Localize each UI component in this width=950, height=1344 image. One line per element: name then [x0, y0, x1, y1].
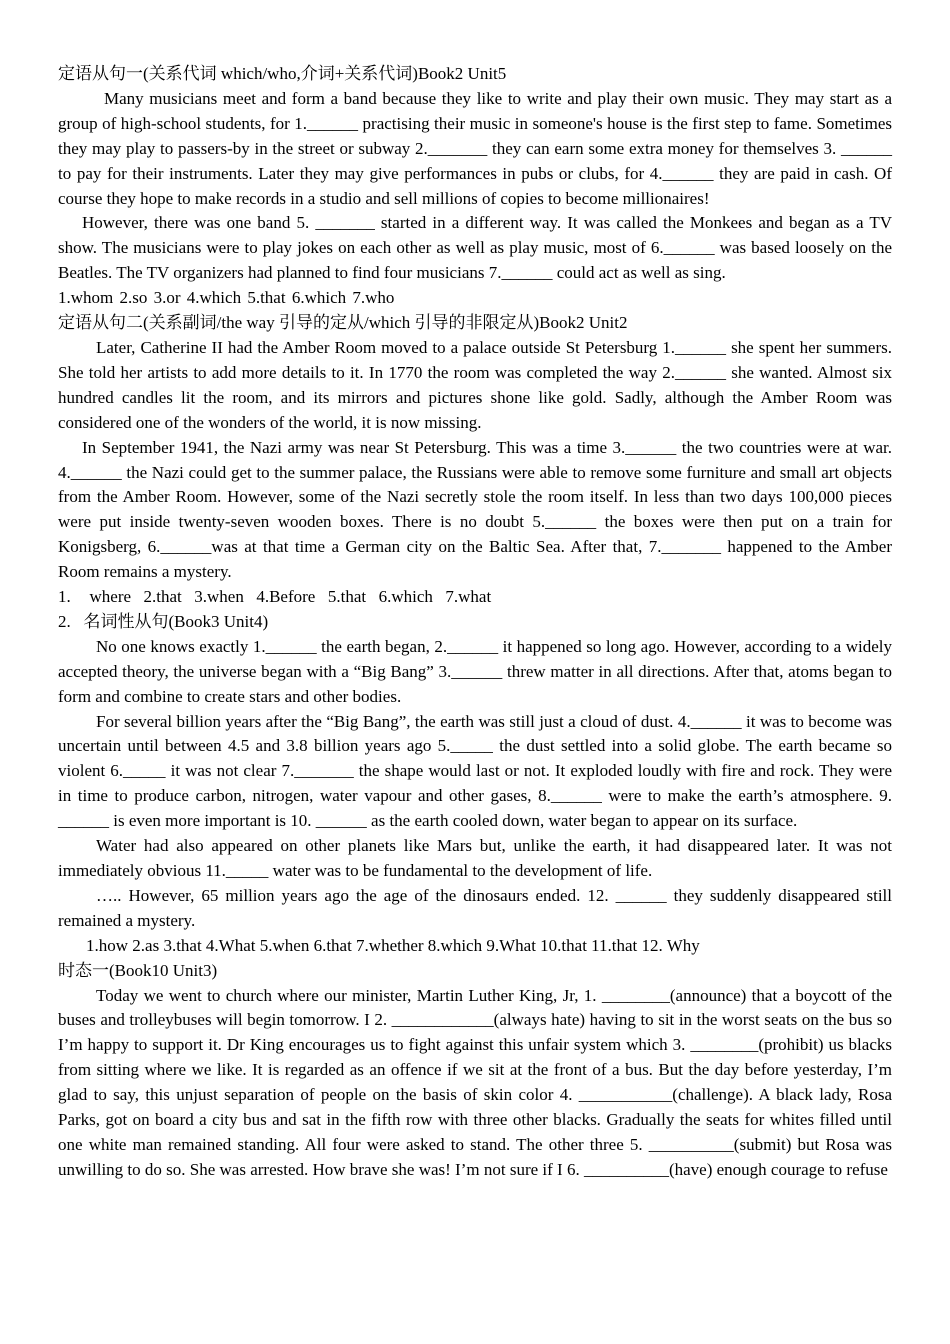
section1-paragraph-1: Many musicians meet and form a band because they like to write and play their own music. They may start as a group of high-school students, for 1.______ practising their music in someone's house is the first step to fame. Sometimes they may play to passers-by in the street or subway 2._______ they can earn some extra money for themselves 3. ______ to pay for their instruments. Later they may give performances in pubs or clubs, for 4.______ they are paid in cash. Of course they hope to make records in a studio and sell millions of copies to become millionaires!	[58, 88, 892, 208]
section1-heading: 定语从句一(关系代词 which/who,介词+关系代词)Book2 Unit5	[58, 64, 507, 83]
section3-paragraph-2: For several billion years after the “Big Bang”, the earth was still just a cloud of dust. 4.______ it was to become was uncertain until between 4.5 and 3.8 billion years ago 5._____ the dust settled into a solid globe. The earth became so violent 6._____ it was not clear 7._______ the shape would last or not. It exploded loudly with fire and rock. They were in time to produce carbon, nitrogen, water vapour and other gases, 8.______ were to make the earth’s atmosphere. 9. ______ is even more important is 10. ______ as the earth cooled down, water began to appear on its surface.	[58, 711, 892, 831]
section3-paragraph-4: ….. However, 65 million years ago the age of the dinosaurs ended. 12. ______ they suddenly disappeared still remained a mystery.	[58, 885, 892, 930]
section2-answers: 1. where 2.that 3.when 4.Before 5.that 6.which 7.what	[58, 587, 492, 607]
section4-paragraph: Today we went to church where our minister, Martin Luther King, Jr, 1. ________(announce) that a boycott of the buses and trolleybuses will begin tomorrow. I 2. ____________(always hate) having to sit in the worst seats on the bus so I’m happy to support it. Dr King encourages us to fight against this unfair system which 3. ________(prohibit) us blacks from sitting where we like. It is regarded as an offence if we sit at the front of a bus. But the day before yesterday, I’m glad to say, this unjust separation of people on the basis of skin color 4. ___________(challenge). A black lady, Rosa Parks, got on board a city bus and sat in the fifth row with three other blacks. Gradually the seats for whites filled until one white man remained standing. All four were asked to stand. The other three 5. __________(submit) but Rosa was unwilling to do so. She was arrested. How brave she was! I’m not sure if I 6. __________(have) enough courage to refuse	[58, 985, 892, 1179]
section3-heading: 2. 名词性从句(Book3 Unit4)	[58, 611, 269, 631]
section2-paragraph-1: Later, Catherine II had the Amber Room moved to a palace outside St Petersburg 1.______ she spent her summers. She told her artists to add more details to it. In 1770 the room was completed the way 2.______ she wanted. Almost six hundred candles lit the room, and its mirrors and pictures shone like gold. Sadly, although the Amber Room was considered one of the wonders of the world, it is now missing.	[58, 337, 892, 432]
section2-heading: 定语从句二(关系副词/the way 引导的定从/which 引导的非限定从)Book2 Unit2	[58, 313, 628, 333]
worksheet-page	[58, 62, 892, 1183]
section3-answers: 1.how 2.as 3.that 4.What 5.when 6.that 7.whether 8.which 9.What 10.that 11.that 12. Why	[86, 935, 700, 955]
section1-paragraph-2: However, there was one band 5. _______ started in a different way. It was called the Monkees and began as a TV show. The musicians were to play jokes on each other as well as play music, most of 6.______ was based loosely on the Beatles. The TV organizers had planned to find four musicians 7.______ could act as well as sing.	[58, 213, 892, 283]
section4-heading: 时态一(Book10 Unit3)	[58, 960, 218, 980]
section3-paragraph-3: Water had also appeared on other planets like Mars but, unlike the earth, it had disappeared later. It was not immediately obvious 11._____ water was to be fundamental to the development of life.	[58, 836, 892, 880]
section3-paragraph-1: No one knows exactly 1.______ the earth began, 2.______ it happened so long ago. However, according to a widely accepted theory, the universe began with a “Big Bang” 3.______ threw matter in all directions. After that, atoms began to form and combine to create stars and other bodies.	[58, 636, 892, 706]
section2-paragraph-2: In September 1941, the Nazi army was near St Petersburg. This was a time 3.______ the two countries were at war. 4.______ the Nazi could get to the summer palace, the Russians were able to remove some furniture and small art objects from the Amber Room. However, some of the Nazi secretly stole the room itself. In less than two days 100,000 pieces were put inside twenty-seven wooden boxes. There is no doubt 5.______ the boxes were then put on a train for Konigsberg, 6.______was at that time a German city on the Baltic Sea. After that, 7._______ happened to the Amber Room remains a mystery.	[58, 437, 892, 582]
section1-answers: 1.whom 2.so 3.or 4.which 5.that 6.which 7.who	[58, 288, 395, 308]
